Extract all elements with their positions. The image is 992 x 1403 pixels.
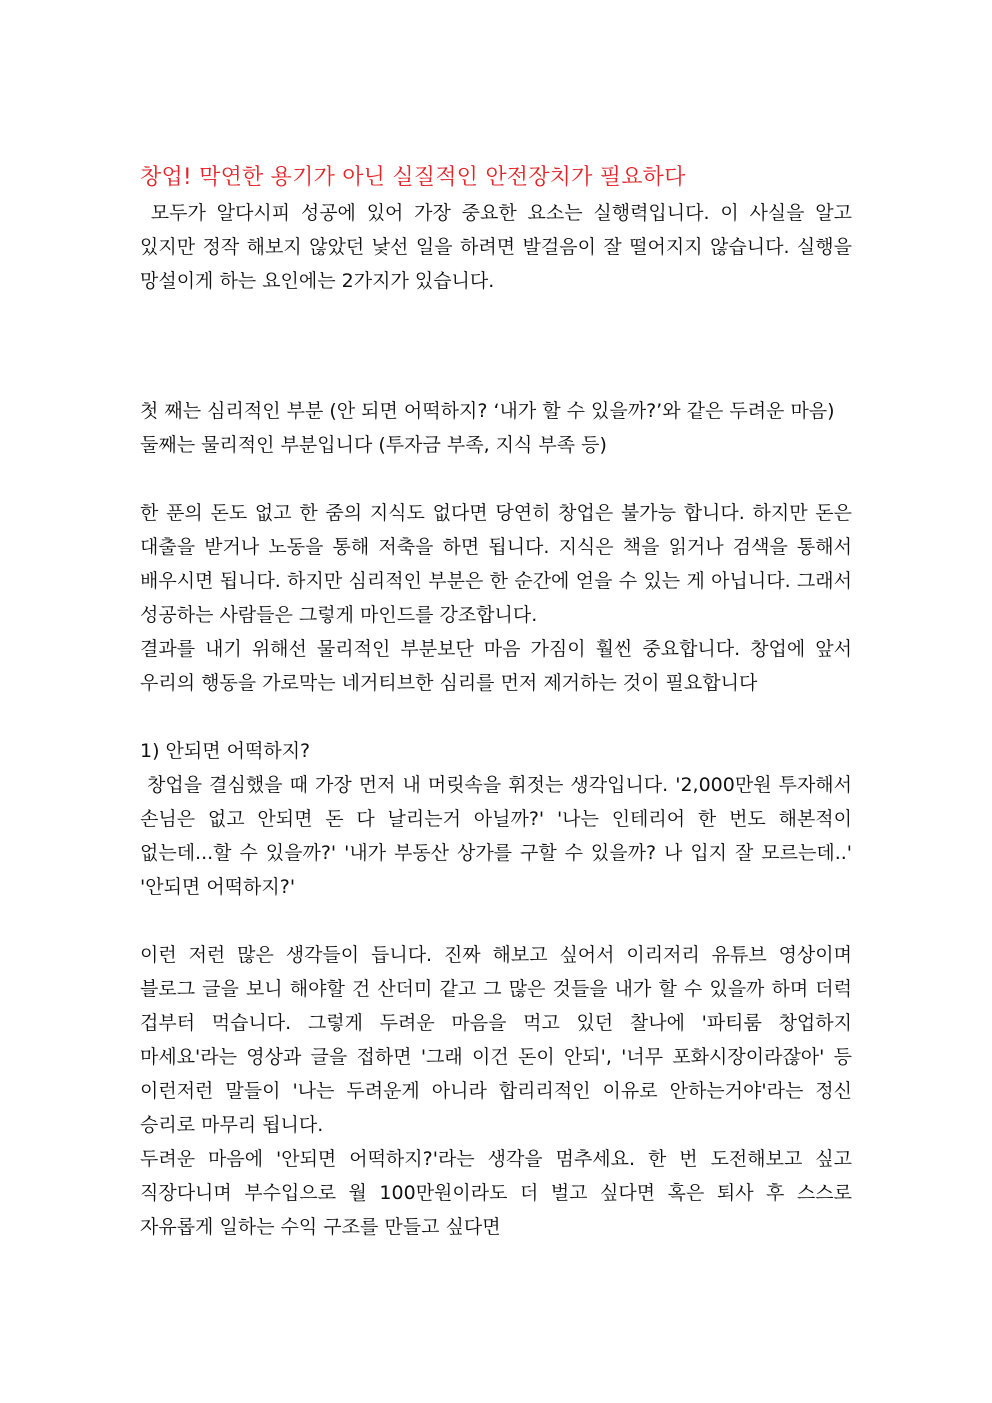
stop-paragraph: 두려운 마음에 '안되면 어떡하지?'라는 생각을 멈추세요. 한 번 도전해보고 싶고 직장다니며 부수입으로 월 100만원이라도 더 벌고 싶다면 혹은 퇴사 후 스스로 자유롭게 일하는 수익 구조를 만들고 싶다면 <box>140 1148 852 1238</box>
reason-physical: 둘째는 물리적인 부분입니다 (투자금 부족, 지식 부족 등) <box>140 434 607 456</box>
reason-psychological: 첫 째는 심리적인 부분 (안 되면 어떡하지? ‘내가 할 수 있을까?’와 같은 두려운 마음) <box>140 400 835 422</box>
thoughts-paragraph: 이런 저런 많은 생각들이 듭니다. 진짜 해보고 싶어서 이리저리 유튜브 영상이며 블로그 글을 보니 해야할 건 산더미 같고 그 많은 것들을 내가 할 수 있을까 하며 더럭 겁부터 먹습니다. 그렇게 두려운 마음을 먹고 있던 찰나에 '파티룸 창업하지 마세요'라는 영상과 글을 접하면 '그래 이건 돈이 안되', '너무 포화시장이라잖아' 등 이런저런 말들이 '나는 두려운게 아니라 합리리적인 이유로 안하는거야'라는 정신 승리로 마무리 됩니다. <box>140 944 852 1136</box>
spacer <box>140 904 852 938</box>
result-paragraph: 결과를 내기 위해선 물리적인 부분보단 마음 가짐이 훨씬 중요합니다. 창업에 앞서 우리의 행동을 가로막는 네거티브한 심리를 먼저 제거하는 것이 필요합니다 <box>140 638 852 694</box>
document-title: 창업! 막연한 용기가 아닌 실질적인 안전장치가 필요하다 <box>140 165 686 190</box>
money-knowledge-paragraph: 한 푼의 돈도 없고 한 줌의 지식도 없다면 당연히 창업은 불가능 합니다. 하지만 돈은 대출을 받거나 노동을 통해 저축을 하면 됩니다. 지식은 책을 읽거나 검색을 통해서 배우시면 됩니다. 하지만 심리적인 부분은 한 순간에 얻을 수 있는 게 아닙니다. 그래서 성공하는 사람들은 그렇게 마인드를 강조합니다. <box>140 502 852 626</box>
spacer <box>140 700 852 734</box>
spacer <box>140 462 852 496</box>
section-1-heading: 1) 안되면 어떡하지? <box>140 740 311 762</box>
document-page <box>140 160 859 1244</box>
intro-paragraph: 모두가 알다시피 성공에 있어 가장 중요한 요소는 실행력입니다. 이 사실을 알고 있지만 정작 해보지 않았던 낯선 일을 하려면 발걸음이 잘 떨어지지 않습니다. 실행을 망설이게 하는 요인에는 2가지가 있습니다. <box>140 202 859 292</box>
spacer <box>140 360 852 394</box>
section-1-body: 창업을 결심했을 때 가장 먼저 내 머릿속을 휘젓는 생각입니다. '2,000만원 투자해서 손님은 없고 안되면 돈 다 날리는거 아닐까?' '나는 인테리어 한 번도 해본적이 없는데...할 수 있을까?' '내가 부동산 상가를 구할 수 있을까? 나 입지 잘 모르는데..' '안되면 어떡하지?' <box>140 774 859 898</box>
spacer <box>140 298 852 360</box>
